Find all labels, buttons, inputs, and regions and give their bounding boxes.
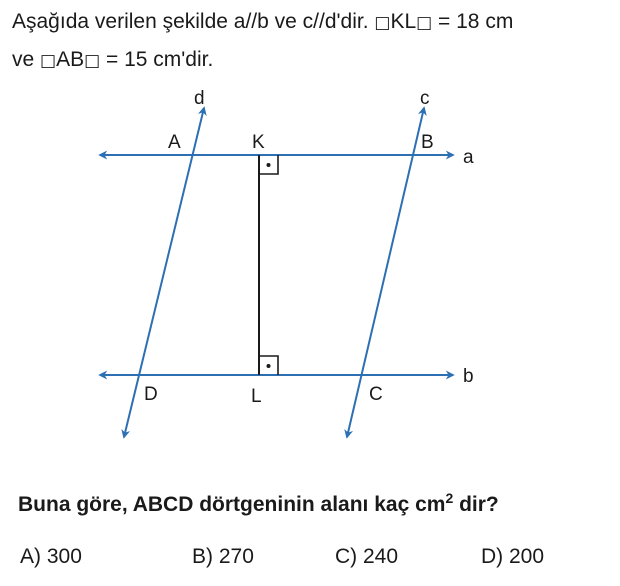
missing-glyph-box: □ bbox=[416, 13, 433, 33]
label-c-line: c bbox=[420, 88, 430, 109]
ab-length-text: = 15 cm'dir. bbox=[100, 48, 214, 71]
question-main: Buna göre, ABCD dörtgeninin alanı kaç cm bbox=[18, 493, 446, 516]
missing-glyph-box: □ bbox=[84, 51, 101, 71]
right-angle-dot-k bbox=[267, 163, 271, 167]
label-point-b: B bbox=[421, 132, 434, 153]
geometry-figure bbox=[0, 80, 620, 450]
question-text bbox=[18, 490, 499, 517]
choice-b[interactable] bbox=[192, 545, 254, 569]
label-point-l: L bbox=[251, 386, 262, 407]
line-d bbox=[124, 108, 204, 437]
label-point-c: C bbox=[369, 384, 383, 405]
kl-length-text: = 18 cm bbox=[432, 10, 514, 33]
problem-line-2 bbox=[12, 47, 213, 74]
question-end: dir? bbox=[453, 493, 499, 516]
segment-kl-text: KL bbox=[390, 10, 417, 33]
label-line-a: a bbox=[463, 147, 474, 168]
problem-text: Aşağıda verilen şekilde a//b ve c//d'dir. bbox=[12, 10, 375, 33]
label-d-line: d bbox=[194, 88, 205, 109]
missing-glyph-box: □ bbox=[40, 51, 57, 71]
line-c bbox=[347, 108, 424, 437]
choice-d-label: D) 200 bbox=[481, 545, 545, 568]
choice-a-label: A) 300 bbox=[20, 545, 82, 568]
choice-d[interactable] bbox=[481, 545, 544, 569]
problem-line-1 bbox=[12, 9, 513, 36]
choice-c-label: C) 240 bbox=[335, 545, 399, 568]
choice-b-label: B) 270 bbox=[192, 545, 254, 568]
problem-text: ve bbox=[12, 48, 41, 71]
choice-c[interactable] bbox=[335, 545, 398, 569]
missing-glyph-box: □ bbox=[374, 13, 391, 33]
right-angle-dot-l bbox=[267, 364, 271, 368]
label-point-k: K bbox=[252, 132, 265, 153]
segment-ab-text: AB bbox=[56, 48, 85, 71]
label-line-b: b bbox=[463, 366, 474, 387]
choice-a[interactable] bbox=[20, 545, 82, 569]
label-point-a: A bbox=[168, 132, 181, 153]
label-point-d: D bbox=[144, 384, 158, 405]
question-exponent: 2 bbox=[445, 490, 454, 506]
